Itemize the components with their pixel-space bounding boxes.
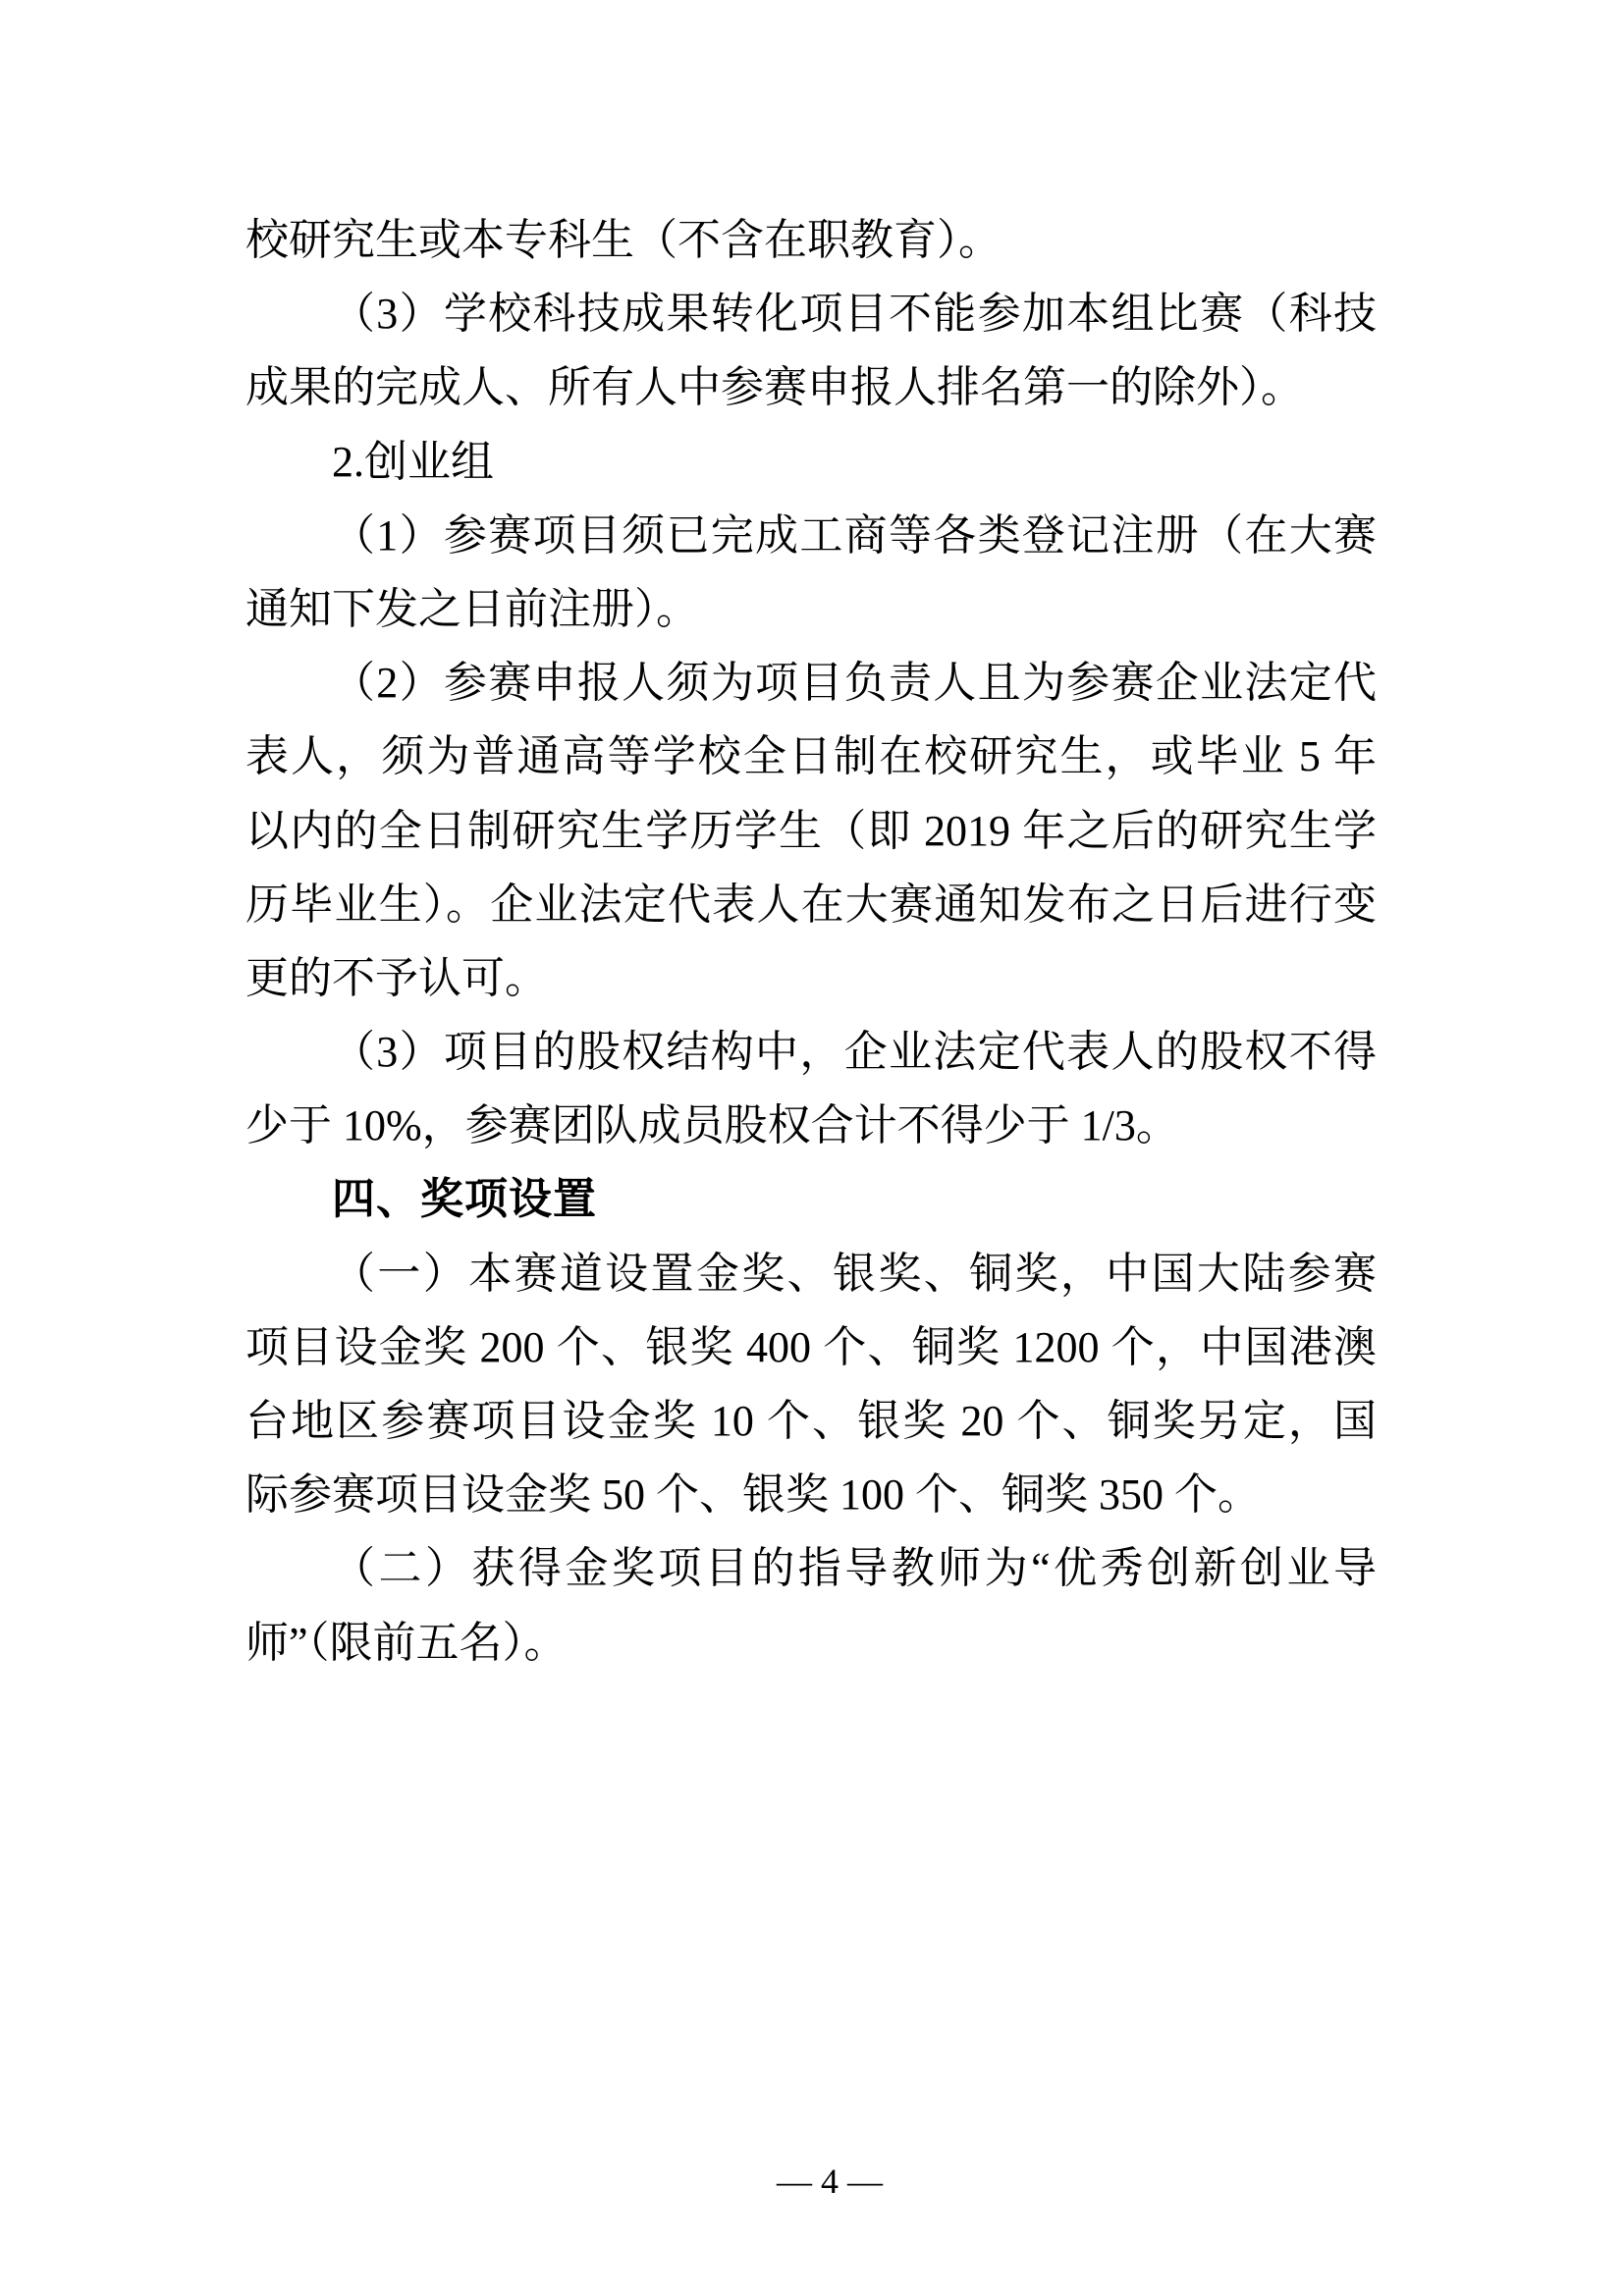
text-line: （2）参赛申报人须为项目负责人且为参赛企业法定代 — [332, 659, 1377, 708]
text-line: 际参赛项目设金奖 50 个、银奖 100 个、铜奖 350 个。 — [245, 1470, 1261, 1520]
document-body — [245, 203, 1377, 1680]
text-line: 以内的全日制研究生学历学生（即 2019 年之后的研究生学 — [245, 806, 1377, 855]
text-line: 通知下发之日前注册）。 — [245, 584, 699, 633]
text-line: 项目设金奖 200 个、银奖 400 个、铜奖 1200 个，中国港澳 — [245, 1322, 1377, 1371]
text-line: （二）获得金奖项目的指导教师为“优秀创新创业导 — [332, 1544, 1377, 1593]
text-line: （1）参赛项目须已完成工商等各类登记注册（在大赛 — [332, 510, 1377, 560]
section-heading: 四、奖项设置 — [332, 1175, 597, 1224]
text-line: 表人，须为普通高等学校全日制在校研究生，或毕业 5 年 — [245, 732, 1377, 781]
text-line: 少于 10%，参赛团队成员股权合计不得少于 1/3。 — [245, 1101, 1179, 1150]
text-line: 2.创业组 — [332, 437, 494, 486]
page-number: — 4 — — [777, 2162, 883, 2201]
text-line: （3）学校科技成果转化项目不能参加本组比赛（科技 — [332, 290, 1377, 339]
text-line: （一）本赛道设置金奖、银奖、铜奖，中国大陆参赛 — [332, 1249, 1377, 1298]
text-line: 校研究生或本专科生（不含在职教育）。 — [245, 216, 1001, 264]
text-line: 成果的完成人、所有人中参赛申报人排名第一的除外）。 — [245, 363, 1304, 412]
text-line: （3）项目的股权结构中，企业法定代表人的股权不得 — [332, 1028, 1377, 1077]
text-line: 历毕业生）。企业法定代表人在大赛通知发布之日后进行变 — [245, 880, 1377, 929]
text-line: 台地区参赛项目设金奖 10 个、银奖 20 个、铜奖另定，国 — [245, 1397, 1377, 1445]
page-footer — [0, 2099, 1624, 2201]
text-line: 更的不予认可。 — [245, 953, 548, 1002]
text-line: 师”（限前五名）。 — [245, 1618, 568, 1667]
